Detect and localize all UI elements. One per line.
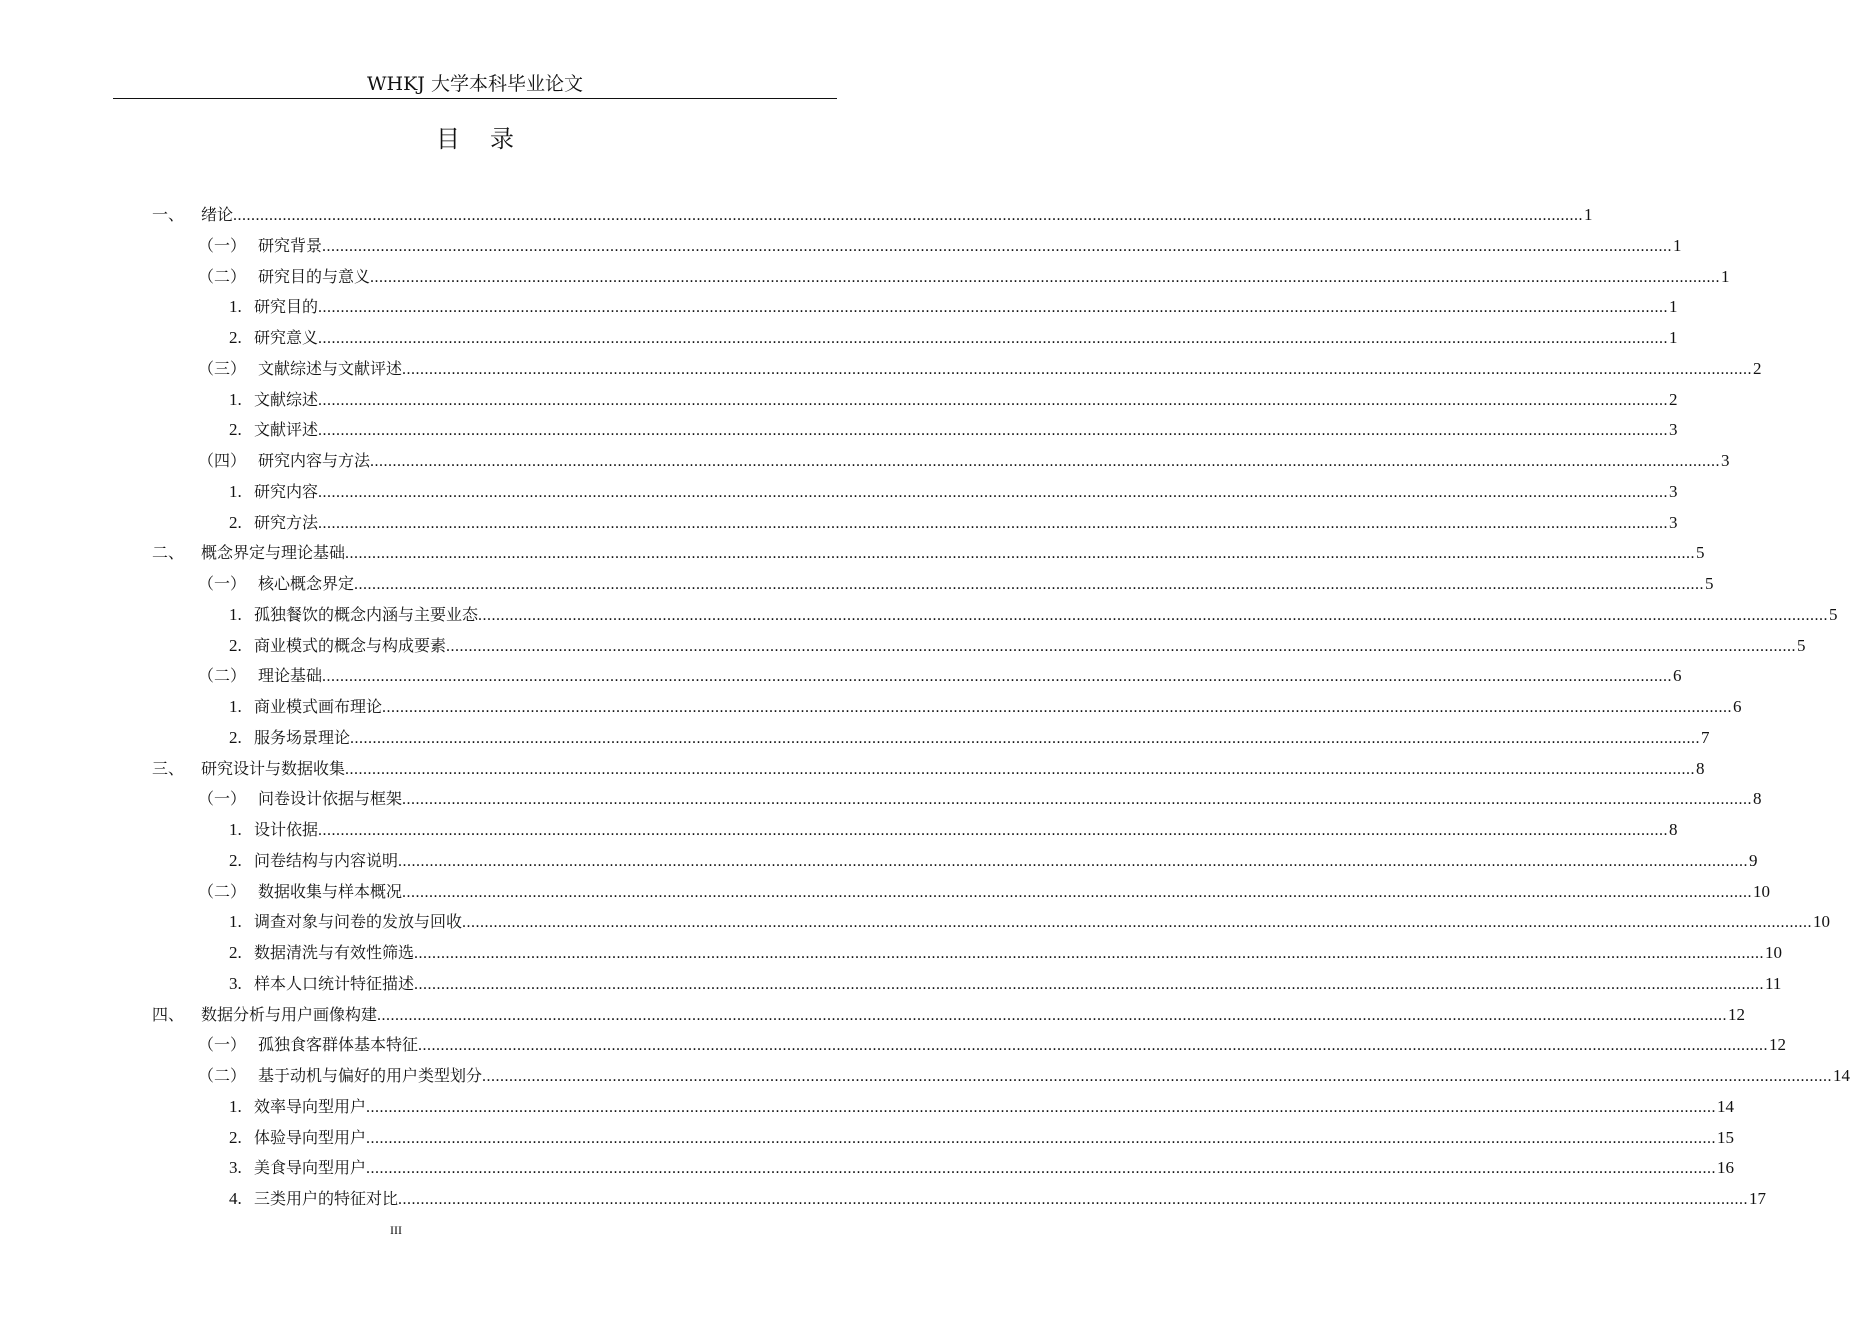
toc-entry[interactable] — [0, 784, 1762, 815]
toc-leader-dots: ............................................................................................................................................................................................................................................................................................................ — [462, 914, 1813, 932]
toc-leader-dots: ............................................................................................................................................................................................................................................................................................................ — [318, 422, 1669, 440]
toc-entry-title[interactable]: 研究方法 — [254, 512, 319, 532]
toc-entry-number: 1. — [229, 297, 242, 317]
toc-entry-number: （三） — [198, 358, 247, 378]
toc-entry[interactable] — [0, 262, 1730, 293]
toc-entry-number: 2. — [229, 1127, 242, 1147]
toc-entry-title[interactable]: 孤独餐饮的概念内涵与主要业态 — [254, 604, 479, 624]
toc-leader-dots: ............................................................................................................................................................................................................................................................................................................ — [318, 299, 1669, 317]
toc-entry-page: 6 — [1733, 697, 1742, 716]
toc-leader-dots: ............................................................................................................................................................................................................................................................................................................ — [370, 268, 1721, 286]
toc-entry[interactable] — [0, 292, 1678, 323]
toc-leader-dots: ............................................................................................................................................................................................................................................................................................................ — [318, 391, 1669, 409]
toc-entry-number: 1. — [229, 604, 242, 624]
toc-entry-number: 三、 — [152, 758, 185, 778]
toc-entry[interactable] — [0, 877, 1771, 908]
toc-entry-page: 5 — [1797, 635, 1806, 655]
toc-entry-number: （二） — [198, 881, 247, 901]
toc-entry-title[interactable]: 商业模式的概念与构成要素 — [254, 635, 447, 655]
toc-entry-title[interactable]: 文献评述 — [254, 420, 319, 440]
toc-entry-number: （一） — [198, 574, 247, 593]
toc-entry-title[interactable]: 研究设计与数据收集 — [201, 758, 346, 778]
toc-entry-page: 14 — [1717, 1096, 1735, 1116]
toc-entry[interactable] — [0, 631, 1806, 662]
toc-entry-title[interactable]: 研究目的 — [254, 297, 319, 317]
toc-entry-page: 10 — [1765, 943, 1783, 962]
toc-entry-number: （一） — [198, 1035, 247, 1055]
toc-entry-page: 2 — [1669, 389, 1678, 409]
running-header: WHKJ 大学本科毕业论文 — [367, 73, 583, 95]
toc-entry[interactable] — [0, 1061, 1850, 1092]
toc-leader-dots: ............................................................................................................................................................................................................................................................................................................ — [322, 237, 1673, 255]
toc-entry-number: 2. — [229, 512, 242, 532]
toc-entry[interactable] — [0, 1092, 1735, 1123]
toc-entry[interactable] — [0, 692, 1742, 723]
toc-leader-dots: ............................................................................................................................................................................................................................................................................................................ — [478, 606, 1829, 624]
toc-leader-dots: ............................................................................................................................................................................................................................................................................................................ — [418, 1037, 1769, 1055]
toc-leader-dots: ............................................................................................................................................................................................................................................................................................................ — [345, 545, 1696, 563]
toc-entry-number: 1. — [229, 820, 242, 839]
toc-entry-page: 1 — [1673, 235, 1682, 255]
toc-entry-page: 3 — [1721, 451, 1730, 470]
toc-entry-number: 一、 — [152, 205, 185, 224]
toc-entry-page: 10 — [1753, 881, 1771, 901]
toc-entry[interactable] — [0, 907, 1831, 938]
toc-entry-page: 3 — [1669, 481, 1678, 501]
toc-entry-title[interactable]: 文献综述 — [254, 389, 319, 409]
toc-leader-dots: ............................................................................................................................................................................................................................................................................................................ — [382, 699, 1733, 716]
toc-entry-page: 2 — [1753, 358, 1762, 378]
toc-entry[interactable] — [0, 815, 1678, 846]
toc-entry-title[interactable]: 美食导向型用户 — [254, 1158, 367, 1178]
toc-entry-number: 4. — [229, 1189, 242, 1208]
toc-entry-page: 1 — [1669, 328, 1678, 347]
toc-entry-number: （一） — [198, 789, 247, 809]
toc-entry-number: 1. — [229, 697, 242, 716]
toc-entry[interactable] — [0, 1123, 1735, 1154]
toc-entry-title[interactable]: 概念界定与理论基础 — [201, 543, 346, 563]
toc-leader-dots: ............................................................................................................................................................................................................................................................................................................ — [322, 668, 1673, 686]
toc-entry[interactable] — [0, 538, 1705, 569]
toc-entry-number: 2. — [229, 635, 242, 655]
toc-entry-page: 1 — [1721, 266, 1730, 286]
toc-entry-number: （二） — [198, 1066, 247, 1085]
toc-entry[interactable] — [0, 415, 1678, 446]
toc-entry[interactable] — [0, 969, 1782, 1000]
toc-leader-dots: ............................................................................................................................................................................................................................................................................................................ — [354, 576, 1705, 593]
toc-entry-page: 8 — [1696, 758, 1705, 778]
toc-entry-title[interactable]: 孤独食客群体基本特征 — [258, 1035, 419, 1055]
toc-leader-dots: ............................................................................................................................................................................................................................................................................................................ — [318, 822, 1669, 839]
toc-entry-number: 1. — [229, 1096, 242, 1116]
toc-entry-page: 15 — [1717, 1127, 1735, 1147]
toc-entry-page: 1 — [1669, 297, 1678, 317]
toc-entry-number: 2. — [229, 420, 242, 440]
toc-entry[interactable] — [0, 600, 1838, 631]
toc-entry[interactable] — [0, 200, 1593, 231]
toc-leader-dots: ............................................................................................................................................................................................................................................................................................................ — [377, 1006, 1728, 1024]
toc-leader-dots: ............................................................................................................................................................................................................................................................................................................ — [366, 1098, 1717, 1116]
toc-entry-number: （四） — [198, 451, 247, 470]
toc-entry-page: 12 — [1728, 1004, 1746, 1024]
toc-entry-page: 5 — [1705, 574, 1714, 593]
toc-entry-title[interactable]: 服务场景理论 — [254, 727, 351, 747]
toc-entry-page: 7 — [1701, 727, 1710, 747]
toc-entry-title[interactable]: 绪论 — [201, 205, 234, 224]
toc-entry[interactable] — [0, 508, 1678, 539]
toc-entry[interactable] — [0, 477, 1678, 508]
toc-entry-page: 10 — [1813, 912, 1831, 932]
toc-entry-page: 8 — [1753, 789, 1762, 809]
toc-entry[interactable] — [0, 1030, 1787, 1061]
toc-entry-title[interactable]: 研究意义 — [254, 328, 319, 347]
toc-leader-dots: ............................................................................................................................................................................................................................................................................................................ — [366, 1160, 1717, 1178]
toc-entry[interactable] — [0, 1000, 1746, 1031]
toc-leader-dots: ............................................................................................................................................................................................................................................................................................................ — [398, 852, 1749, 870]
toc-entry-title[interactable]: 效率导向型用户 — [254, 1096, 367, 1116]
toc-leader-dots: ............................................................................................................................................................................................................................................................................................................ — [318, 514, 1669, 532]
toc-entry-number: （一） — [198, 235, 247, 255]
toc-entry-number: 3. — [229, 1158, 242, 1178]
toc-entry[interactable] — [0, 1184, 1767, 1215]
toc-entry-page: 11 — [1765, 973, 1782, 993]
toc-entry-title[interactable]: 研究背景 — [258, 235, 323, 255]
toc-entry-page: 9 — [1749, 850, 1758, 870]
toc-entry-number: 1. — [229, 912, 242, 932]
toc-entry-title[interactable]: 问卷设计依据与框架 — [258, 789, 403, 809]
toc-leader-dots: ............................................................................................................................................................................................................................................................................................................ — [402, 883, 1753, 901]
toc-entry-number: 2. — [229, 943, 242, 962]
toc-entry[interactable] — [0, 446, 1730, 477]
toc-leader-dots: ............................................................................................................................................................................................................................................................................................................ — [482, 1068, 1833, 1085]
toc-entry-number: 2. — [229, 727, 242, 747]
toc-entry[interactable] — [0, 354, 1762, 385]
toc-entry-title[interactable]: 数据分析与用户画像构建 — [201, 1004, 378, 1024]
toc-entry[interactable] — [0, 723, 1710, 754]
toc-entry-title[interactable]: 理论基础 — [258, 666, 323, 686]
toc-entry-page: 17 — [1749, 1189, 1767, 1208]
header-rule — [113, 98, 837, 99]
toc-entry[interactable] — [0, 385, 1678, 416]
table-of-contents — [0, 200, 1850, 1215]
toc-leader-dots: ............................................................................................................................................................................................................................................................................................................ — [233, 207, 1584, 224]
toc-entry-page: 5 — [1696, 543, 1705, 563]
toc-entry[interactable] — [0, 231, 1682, 262]
toc-entry-title[interactable]: 研究目的与意义 — [258, 266, 371, 286]
toc-entry-title[interactable]: 核心概念界定 — [258, 574, 355, 593]
toc-leader-dots: ............................................................................................................................................................................................................................................................................................................ — [446, 637, 1797, 655]
toc-entry[interactable] — [0, 846, 1758, 877]
toc-entry-number: （二） — [198, 666, 247, 686]
toc-entry-number: （二） — [198, 266, 247, 286]
toc-entry-title[interactable]: 数据清洗与有效性筛选 — [254, 943, 415, 962]
toc-leader-dots: ............................................................................................................................................................................................................................................................................................................ — [318, 330, 1669, 347]
toc-entry-number: 四、 — [152, 1004, 185, 1024]
toc-leader-dots: ............................................................................................................................................................................................................................................................................................................ — [414, 975, 1765, 993]
toc-entry-title[interactable]: 样本人口统计特征描述 — [254, 973, 415, 993]
toc-leader-dots: ............................................................................................................................................................................................................................................................................................................ — [398, 1191, 1749, 1208]
page-number: III — [390, 1223, 402, 1237]
toc-entry[interactable] — [0, 1153, 1735, 1184]
toc-entry-page: 16 — [1717, 1158, 1735, 1178]
toc-entry-page: 1 — [1584, 205, 1593, 224]
toc-leader-dots: ............................................................................................................................................................................................................................................................................................................ — [402, 791, 1753, 809]
toc-leader-dots: ............................................................................................................................................................................................................................................................................................................ — [414, 945, 1765, 962]
toc-leader-dots: ............................................................................................................................................................................................................................................................................................................ — [366, 1129, 1717, 1147]
toc-entry-title[interactable]: 调查对象与问卷的发放与回收 — [254, 912, 463, 932]
toc-entry[interactable] — [0, 569, 1714, 600]
toc-entry-page: 3 — [1669, 420, 1678, 440]
toc-entry-page: 14 — [1833, 1066, 1850, 1085]
toc-entry-number: 1. — [229, 481, 242, 501]
toc-entry-title[interactable]: 问卷结构与内容说明 — [254, 850, 399, 870]
toc-entry-number: 1. — [229, 389, 242, 409]
toc-leader-dots: ............................................................................................................................................................................................................................................................................................................ — [345, 760, 1696, 778]
toc-entry[interactable] — [0, 661, 1682, 692]
toc-entry[interactable] — [0, 938, 1783, 969]
toc-entry[interactable] — [0, 754, 1705, 785]
toc-entry-title[interactable]: 基于动机与偏好的用户类型划分 — [258, 1066, 483, 1085]
toc-entry-number: 2. — [229, 328, 242, 347]
toc-leader-dots: ............................................................................................................................................................................................................................................................................................................ — [402, 360, 1753, 378]
toc-entry-page: 8 — [1669, 820, 1678, 839]
toc-entry-title[interactable]: 商业模式画布理论 — [254, 697, 383, 716]
toc-leader-dots: ............................................................................................................................................................................................................................................................................................................ — [350, 729, 1701, 747]
toc-entry-number: 3. — [229, 973, 242, 993]
toc-entry-page: 3 — [1669, 512, 1678, 532]
toc-entry-title[interactable]: 三类用户的特征对比 — [254, 1189, 399, 1208]
toc-entry-title[interactable]: 设计依据 — [254, 820, 319, 839]
toc-entry-title[interactable]: 数据收集与样本概况 — [258, 881, 403, 901]
toc-entry-page: 12 — [1769, 1035, 1787, 1055]
toc-entry-page: 5 — [1829, 604, 1838, 624]
toc-entry-title[interactable]: 体验导向型用户 — [254, 1127, 367, 1147]
toc-entry[interactable] — [0, 323, 1678, 354]
toc-entry-number: 二、 — [152, 543, 185, 563]
toc-entry-title[interactable]: 文献综述与文献评述 — [258, 358, 403, 378]
toc-entry-page: 6 — [1673, 666, 1682, 686]
toc-entry-title[interactable]: 研究内容与方法 — [258, 451, 371, 470]
toc-leader-dots: ............................................................................................................................................................................................................................................................................................................ — [318, 483, 1669, 501]
page-title: 目录 — [436, 125, 544, 153]
toc-entry-title[interactable]: 研究内容 — [254, 481, 319, 501]
toc-entry-number: 2. — [229, 850, 242, 870]
toc-leader-dots: ............................................................................................................................................................................................................................................................................................................ — [370, 453, 1721, 470]
